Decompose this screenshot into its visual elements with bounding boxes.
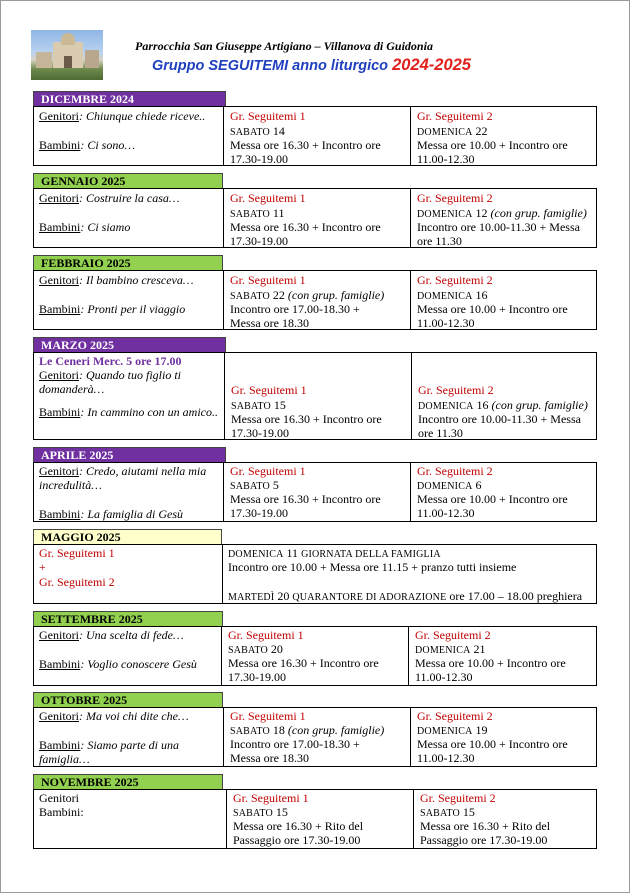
month-header-maggio: MAGGIO 2025 bbox=[33, 529, 222, 544]
group2-cell: Gr. Seguitemi 2 DOMENICA 16 (con grup. famiglie) Incontro ore 10.00-11.30 + Messa ore 11.30 bbox=[418, 383, 588, 440]
group1-cell: Gr. Seguitemi 1 SABATO 22 (con grup. famiglie) Incontro ore 17.00-18.30 + Messa ore 18.30 bbox=[224, 271, 411, 329]
month-table-marzo bbox=[33, 352, 597, 440]
month-header-febbraio: FEBBRAIO 2025 bbox=[33, 255, 223, 270]
genitori-bambini-cell: Genitori: Ma voi chi dite che… Bambini: Siamo parte di una famiglia… bbox=[34, 708, 224, 766]
maggio-events-cell: DOMENICA 11 GIORNATA DELLA FAMIGLIA Incontro ore 10.00 + Messa ore 11.15 + pranzo tutti insieme MARTEDÌ 20 QUARANTORE DI ADORAZIONE ore 17.00 – 18.00 preghiera bbox=[228, 546, 583, 603]
month-header-ottobre: OTTOBRE 2025 bbox=[33, 692, 223, 707]
group1-cell: Gr. Seguitemi 1 SABATO 15 Messa ore 16.30 + Incontro ore 17.30-19.00 bbox=[225, 353, 412, 439]
month-header-dicembre: DICEMBRE 2024 bbox=[33, 91, 226, 106]
month-table-settembre bbox=[33, 626, 597, 686]
group2-cell: Gr. Seguitemi 2 SABATO 15 Messa ore 16.30 + Rito del Passaggio ore 17.30-19.00 bbox=[420, 791, 551, 847]
group1-cell: Gr. Seguitemi 1 SABATO 18 (con grup. famiglie) Incontro ore 17.00-18.30 + Messa ore 18.30 bbox=[224, 708, 411, 766]
group2-cell: Gr. Seguitemi 2 DOMENICA 19 Messa ore 10.00 + Incontro ore 11.00-12.30 bbox=[417, 709, 568, 765]
group1-cell: Gr. Seguitemi 1 SABATO 15 Messa ore 16.30 + Rito del Passaggio ore 17.30-19.00 bbox=[227, 790, 414, 848]
group2-cell: Gr. Seguitemi 2 DOMENICA 16 Messa ore 10.00 + Incontro ore 11.00-12.30 bbox=[417, 273, 568, 330]
group1-cell: Gr. Seguitemi 1 SABATO 5 Messa ore 16.30 + Incontro ore 17.30-19.00 bbox=[224, 463, 411, 521]
month-table-febbraio bbox=[33, 270, 597, 330]
month-table-gennaio bbox=[33, 188, 597, 248]
month-table-aprile bbox=[33, 462, 597, 522]
month-table-dicembre bbox=[33, 106, 597, 166]
genitori-bambini-cell: Genitori Bambini: bbox=[34, 790, 227, 848]
group2-cell: Gr. Seguitemi 2 DOMENICA 6 Messa ore 10.00 + Incontro ore 11.00-12.30 bbox=[417, 464, 568, 520]
group2-cell: Gr. Seguitemi 2 DOMENICA 12 (con grup. famiglie) Incontro ore 10.00-11.30 + Messa ore 11.30 bbox=[417, 191, 587, 248]
genitori-bambini-cell: Genitori: Una scelta di fede… Bambini: Voglio conoscere Gesù bbox=[34, 627, 222, 685]
parish-title: Parrocchia San Giuseppe Artigiano – Villanova di Guidonia bbox=[135, 39, 433, 53]
group1-cell: Gr. Seguitemi 1 SABATO 11 Messa ore 16.30 + Incontro ore 17.30-19.00 bbox=[224, 189, 411, 247]
group-title: Gruppo SEGUITEMI anno liturgico 2024-2025 bbox=[152, 56, 471, 74]
month-header-aprile: APRILE 2025 bbox=[33, 447, 226, 462]
genitori-bambini-cell: Genitori: Chiunque chiede riceve.. Bambini: Ci sono… bbox=[34, 107, 224, 165]
church-photo bbox=[31, 30, 103, 80]
genitori-bambini-cell: Genitori: Costruire la casa… Bambini: Ci siamo bbox=[34, 189, 224, 247]
group2-cell: Gr. Seguitemi 2 DOMENICA 22 Messa ore 10.00 + Incontro ore 11.00-12.30 bbox=[417, 109, 568, 166]
month-table-ottobre bbox=[33, 707, 597, 767]
genitori-bambini-cell: Le Ceneri Merc. 5 ore 17.00 Genitori: Quando tuo figlio ti domanderà… Bambini: In cammino con un amico.. bbox=[34, 353, 225, 439]
genitori-bambini-cell: Genitori: Il bambino cresceva… Bambini: Pronti per il viaggio bbox=[34, 271, 224, 329]
genitori-bambini-cell: Genitori: Credo, aiutami nella mia incredulità… Bambini: La famiglia di Gesù bbox=[34, 463, 224, 521]
month-table-maggio bbox=[33, 544, 597, 604]
groups-cell: Gr. Seguitemi 1 + Gr. Seguitemi 2 bbox=[34, 545, 223, 603]
group2-cell: Gr. Seguitemi 2 DOMENICA 21 Messa ore 10.00 + Incontro ore 11.00-12.30 bbox=[415, 628, 566, 684]
month-header-gennaio: GENNAIO 2025 bbox=[33, 173, 223, 188]
month-header-marzo: MARZO 2025 bbox=[33, 337, 226, 352]
group1-cell: Gr. Seguitemi 1 SABATO 14 Messa ore 16.30 + Incontro ore 17.30-19.00 bbox=[224, 107, 411, 165]
month-header-novembre: NOVEMBRE 2025 bbox=[33, 774, 223, 789]
group1-cell: Gr. Seguitemi 1 SABATO 20 Messa ore 16.30 + Incontro ore 17.30-19.00 bbox=[222, 627, 409, 685]
special-event: Le Ceneri Merc. 5 ore 17.00 bbox=[39, 354, 182, 368]
month-table-novembre bbox=[33, 789, 597, 849]
month-header-settembre: SETTEMBRE 2025 bbox=[33, 611, 223, 626]
